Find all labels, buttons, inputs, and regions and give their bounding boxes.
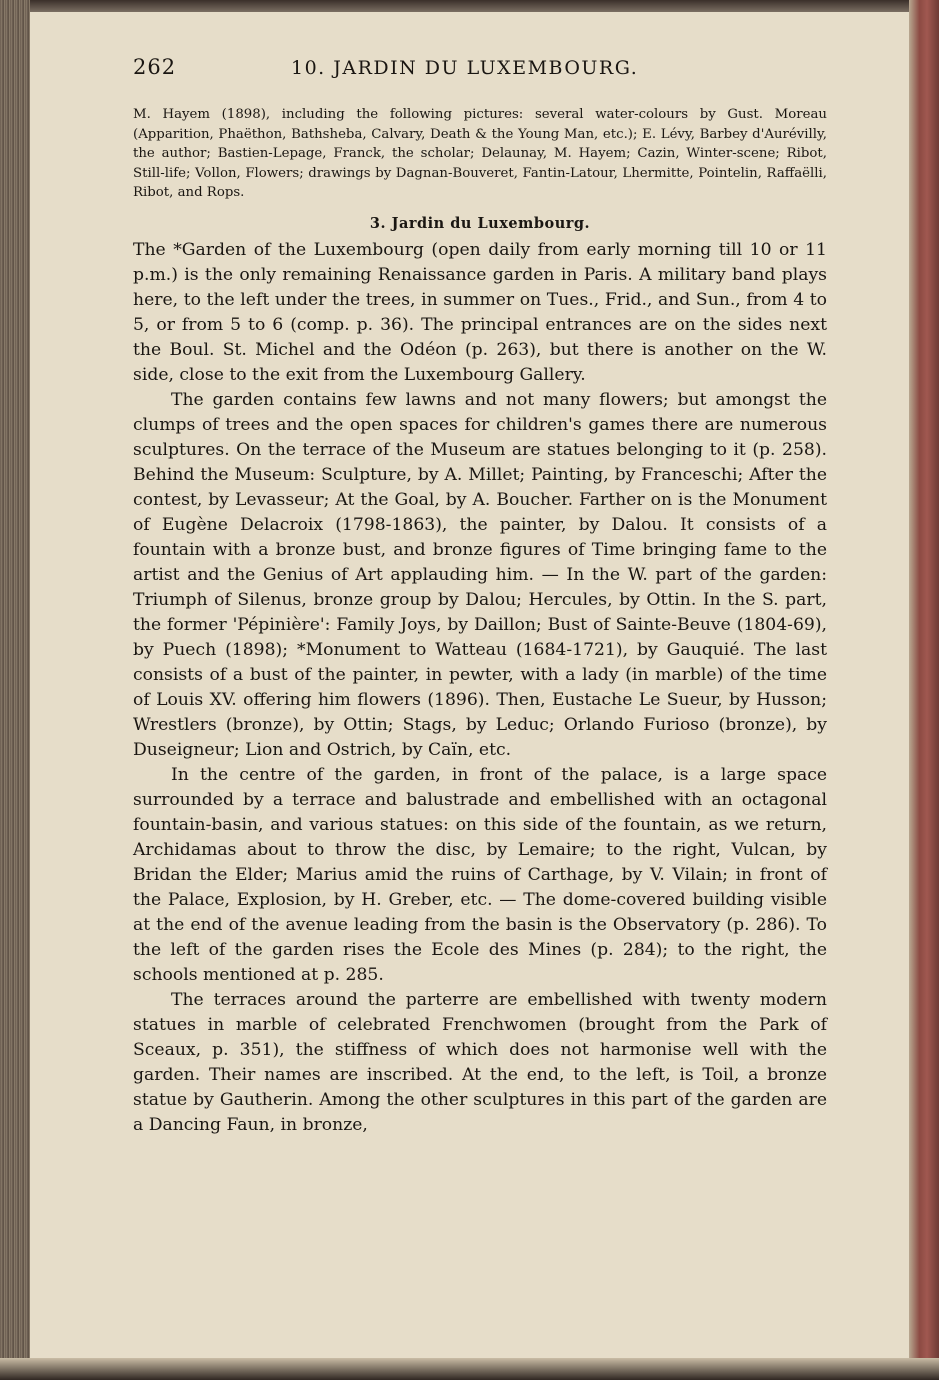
page-number: 262	[133, 55, 177, 79]
page-content	[133, 55, 827, 1138]
paragraph-1: The *Garden of the Luxembourg (open daily from early morning till 10 or 11 p.m.) is the only remaining Renaissance garden in Paris. A military band plays here, to the left under the trees, in summer on Tues., Frid., and Sun., from 4 to 5, or from 5 to 6 (comp. p. 36). The principal entrances are on the sides next the Boul. St. Michel and the Odéon (p. 263), but there is another on the W. side, close to the exit from the Luxembourg Gallery.	[133, 239, 827, 385]
paragraph-2: The garden contains few lawns and not many flowers; but amongst the clumps of trees and the open spaces for children's games there are numerous sculptures. On the terrace of the Museum are statues belonging to it (p. 258). Behind the Museum: Sculpture, by A. Millet; Painting, by Franceschi; After the contest, by Levasseur; At the Goal, by A. Boucher. Farther on is the Monument of Eugène Delacroix (1798-1863), the painter, by Dalou. It consists of a fountain with a bronze bust, and bronze figures of Time bringing fame to the artist and the Genius of Art applauding him. — In the W. part of the garden: Triumph of Silenus, bronze group by Dalou; Hercules, by Ottin. In the S. part, the former 'Pépinière': Family Joys, by Daillon; Bust of Sainte-Beuve (1804-69), by Puech (1898); *Monument to Watteau (1684-1721), by Gauquié. The last consists of a bust of the painter, in pewter, with a lady (in marble) of the time of Louis XV. offering him flowers (1896). Then, Eustache Le Sueur, by Husson; Wrestlers (bronze), by Ottin; Stags, by Leduc; Orlando Furioso (bronze), by Duseigneur; Lion and Ostrich, by Caïn, etc.	[133, 389, 827, 760]
section-title: 3. Jardin du Luxembourg.	[369, 214, 591, 232]
paragraph-4: The terraces around the parterre are embellished with twenty modern statues in marble of celebrated Frenchwomen (brought from the Park of Sceaux, p. 351), the stiffness of which does not harmonise well with the garden. Their names are inscribed. At the end, to the left, is Toil, a bronze statue by Gautherin. Among the other sculptures in this part of the garden are a Dancing Faun, in bronze,	[133, 989, 827, 1135]
page-bottom-edge	[0, 1358, 939, 1380]
page-top-border	[0, 0, 939, 12]
paragraph-3: In the centre of the garden, in front of the palace, is a large space surrounded by a terrace and balustrade and embellished with an octagonal fountain-basin, and various statues: on this side of the fountain, as we return, Archidamas about to throw the disc, by Lemaire; to the right, Vulcan, by Bridan the Elder; Marius amid the ruins of Carthage, by V. Vilain; in front of the Palace, Explosion, by H. Greber, etc. — The dome-covered building visible at the end of the avenue leading from the basin is the Observatory (p. 286). To the left of the garden rises the Ecole des Mines (p. 284); to the right, the schools mentioned at p. 285.	[133, 764, 827, 985]
page-right-edge	[909, 0, 939, 1380]
page-left-binding	[0, 0, 30, 1380]
running-head: 10. JARDIN DU LUXEMBOURG.	[291, 57, 639, 79]
page-header	[133, 55, 827, 99]
intro-paragraph: M. Hayem (1898), including the following pictures: several water-colours by Gust. Moreau (Apparition, Phaëthon, Bathsheba, Calvary, Death & the Young Man, etc.); E. Lévy, Barbey d'Aurévilly, the author; Bastien-Lepage, Franck, the scholar; Delaunay, M. Hayem; Cazin, Winter-scene; Ribot, Still-life; Vollon, Flowers; drawings by Dagnan-Bouveret, Fantin-Latour, Lhermitte, Pointelin, Raffaëlli, Ribot, and Rops.	[133, 107, 827, 201]
